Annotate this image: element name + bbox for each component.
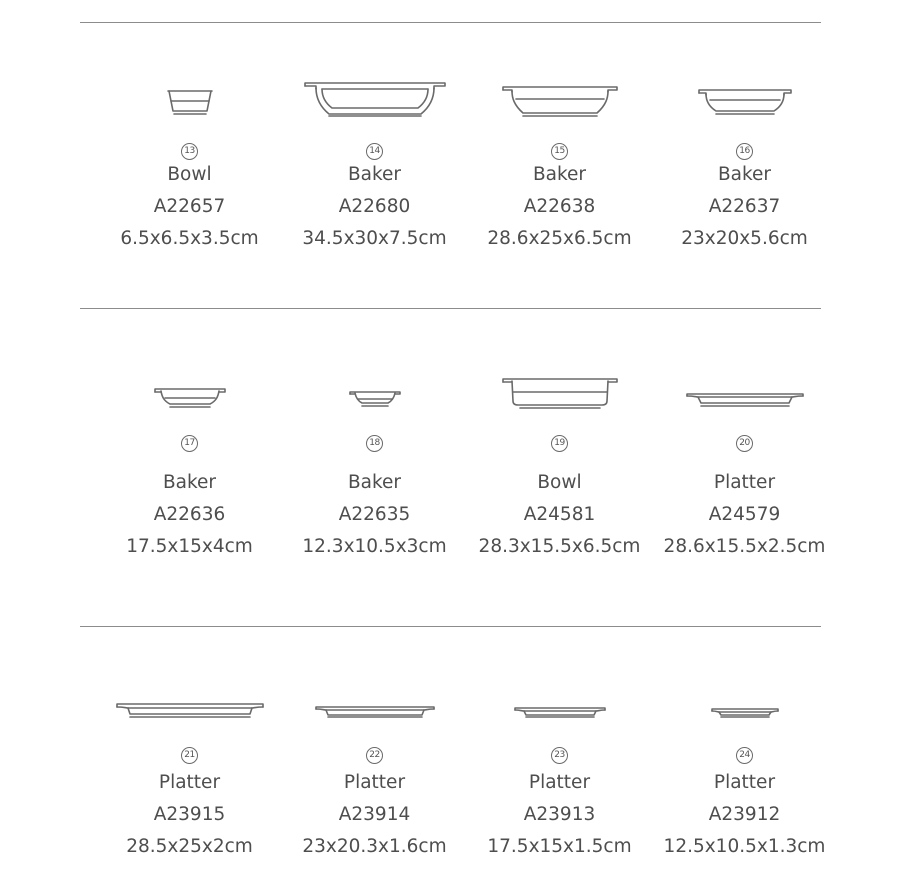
platter-icon: [114, 702, 266, 720]
item-code: A23915: [153, 804, 226, 825]
item-size: 28.6x25x6.5cm: [487, 228, 632, 249]
baker-icon: [500, 85, 620, 118]
item-number: 17: [181, 435, 198, 452]
item-code: A23914: [338, 804, 411, 825]
platter-icon: [313, 704, 437, 720]
item-code: A22638: [523, 196, 596, 217]
item-type: Platter: [713, 772, 776, 793]
bowl-icon: [500, 376, 620, 410]
item-type: Platter: [713, 472, 776, 493]
item-type: Baker: [347, 164, 402, 185]
item-code: A22657: [153, 196, 226, 217]
item-code: A23912: [708, 804, 781, 825]
item-number: 22: [366, 747, 383, 764]
row-divider: [80, 22, 821, 23]
item-type: Baker: [717, 164, 772, 185]
platter-icon: [709, 707, 781, 720]
item-size: 28.3x15.5x6.5cm: [478, 536, 641, 557]
item-number: 14: [366, 143, 383, 160]
item-type: Platter: [343, 772, 406, 793]
item-code: A23913: [523, 804, 596, 825]
item-number: 15: [551, 143, 568, 160]
item-code: A22636: [153, 504, 226, 525]
item-size: 34.5x30x7.5cm: [302, 228, 447, 249]
product-item: [282, 375, 467, 555]
item-number: 18: [366, 435, 383, 452]
product-item: [97, 700, 282, 870]
item-size: 17.5x15x4cm: [126, 536, 253, 557]
item-size: 28.5x25x2cm: [126, 836, 253, 857]
item-type: Baker: [347, 472, 402, 493]
row-divider: [80, 626, 821, 627]
item-code: A22680: [338, 196, 411, 217]
item-number: 24: [736, 747, 753, 764]
item-size: 23x20x5.6cm: [681, 228, 808, 249]
item-number: 23: [551, 747, 568, 764]
product-item: [652, 80, 837, 260]
item-code: A22635: [338, 504, 411, 525]
product-item: [97, 80, 282, 260]
item-size: 23x20.3x1.6cm: [302, 836, 447, 857]
product-item: [467, 375, 652, 555]
product-item: [97, 375, 282, 555]
row-divider: [80, 308, 821, 309]
item-number: 13: [181, 143, 198, 160]
baker-icon: [696, 88, 794, 116]
item-size: 6.5x6.5x3.5cm: [120, 228, 259, 249]
item-code: A24579: [708, 504, 781, 525]
item-number: 21: [181, 747, 198, 764]
item-type: Baker: [532, 164, 587, 185]
item-size: 17.5x15x1.5cm: [487, 836, 632, 857]
item-type: Platter: [158, 772, 221, 793]
item-code: A22637: [708, 196, 781, 217]
platter-icon: [512, 705, 608, 720]
item-number: 16: [736, 143, 753, 160]
baker-icon: [152, 387, 228, 409]
item-type: Bowl: [537, 472, 582, 493]
product-item: [467, 700, 652, 870]
item-size: 28.6x15.5x2.5cm: [663, 536, 826, 557]
item-size: 12.3x10.5x3cm: [302, 536, 447, 557]
item-number: 20: [736, 435, 753, 452]
item-size: 12.5x10.5x1.3cm: [663, 836, 826, 857]
product-item: [652, 375, 837, 555]
item-type: Baker: [162, 472, 217, 493]
bowl-icon: [165, 88, 215, 118]
item-type: Bowl: [167, 164, 212, 185]
product-item: [652, 700, 837, 870]
item-code: A24581: [523, 504, 596, 525]
item-type: Platter: [528, 772, 591, 793]
product-item: [282, 700, 467, 870]
product-item: [467, 80, 652, 260]
platter-icon: [684, 391, 806, 409]
product-item: [282, 80, 467, 260]
baker-icon: [347, 390, 403, 408]
baker-icon: [302, 81, 448, 119]
item-number: 19: [551, 435, 568, 452]
